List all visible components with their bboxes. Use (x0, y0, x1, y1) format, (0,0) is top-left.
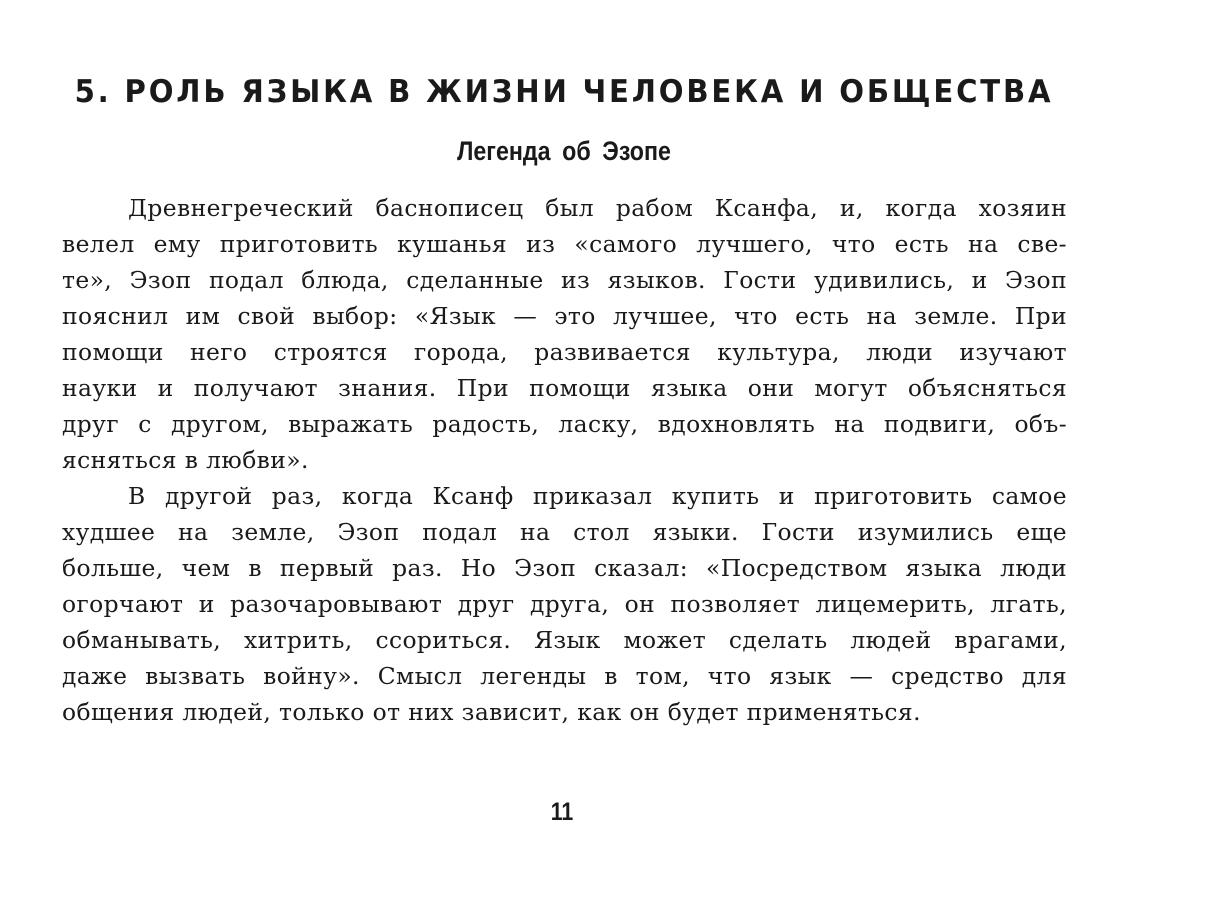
text-line: обманывать, хитрить, ссориться. Язык может сделать людей врагами, (62, 626, 1067, 654)
page-number: 11 (550, 798, 574, 826)
text-line: ясняться в любви». (62, 446, 309, 474)
text-line: пояснил им свой выбор: «Язык — это лучшее, что есть на земле. При (62, 302, 1067, 330)
text-line: общения людей, только от них зависит, как он будет применяться. (62, 698, 921, 726)
text-line: В другой раз, когда Ксанф приказал купить и приготовить самое (128, 482, 1067, 510)
text-line: друг с другом, выражать радость, ласку, вдохновлять на подвиги, объ- (62, 410, 1067, 438)
text-line: науки и получают знания. При помощи языка они могут объясняться (62, 374, 1067, 402)
text-line: те», Эзоп подал блюда, сделанные из языков. Гости удивились, и Эзоп (62, 266, 1067, 294)
text-line: помощи него строятся города, развивается культура, люди изучают (62, 338, 1067, 366)
chapter-title: 5. РОЛЬ ЯЗЫКА В ЖИЗНИ ЧЕЛОВЕКА И ОБЩЕСТВА (74, 74, 1054, 110)
text-line: худшее на земле, Эзоп подал на стол языки. Гости изумились еще (62, 518, 1067, 546)
text-line: огорчают и разочаровывают друг друга, он позволяет лицемерить, лгать, (62, 590, 1067, 618)
text-line: даже вызвать войну». Смысл легенды в том, что язык — средство для (62, 662, 1067, 690)
text-line: велел ему приготовить кушанья из «самого лучшего, что есть на све- (62, 230, 1067, 258)
text-line: Древнегреческий баснописец был рабом Ксанфа, и, когда хозяин (128, 194, 1067, 222)
text-line: больше, чем в первый раз. Но Эзоп сказал: «Посредством языка люди (62, 554, 1067, 582)
section-title: Легенда об Эзопе (457, 136, 671, 166)
paragraph-1 (62, 190, 1067, 478)
body-text (62, 190, 1067, 730)
paragraph-2 (62, 478, 1067, 730)
